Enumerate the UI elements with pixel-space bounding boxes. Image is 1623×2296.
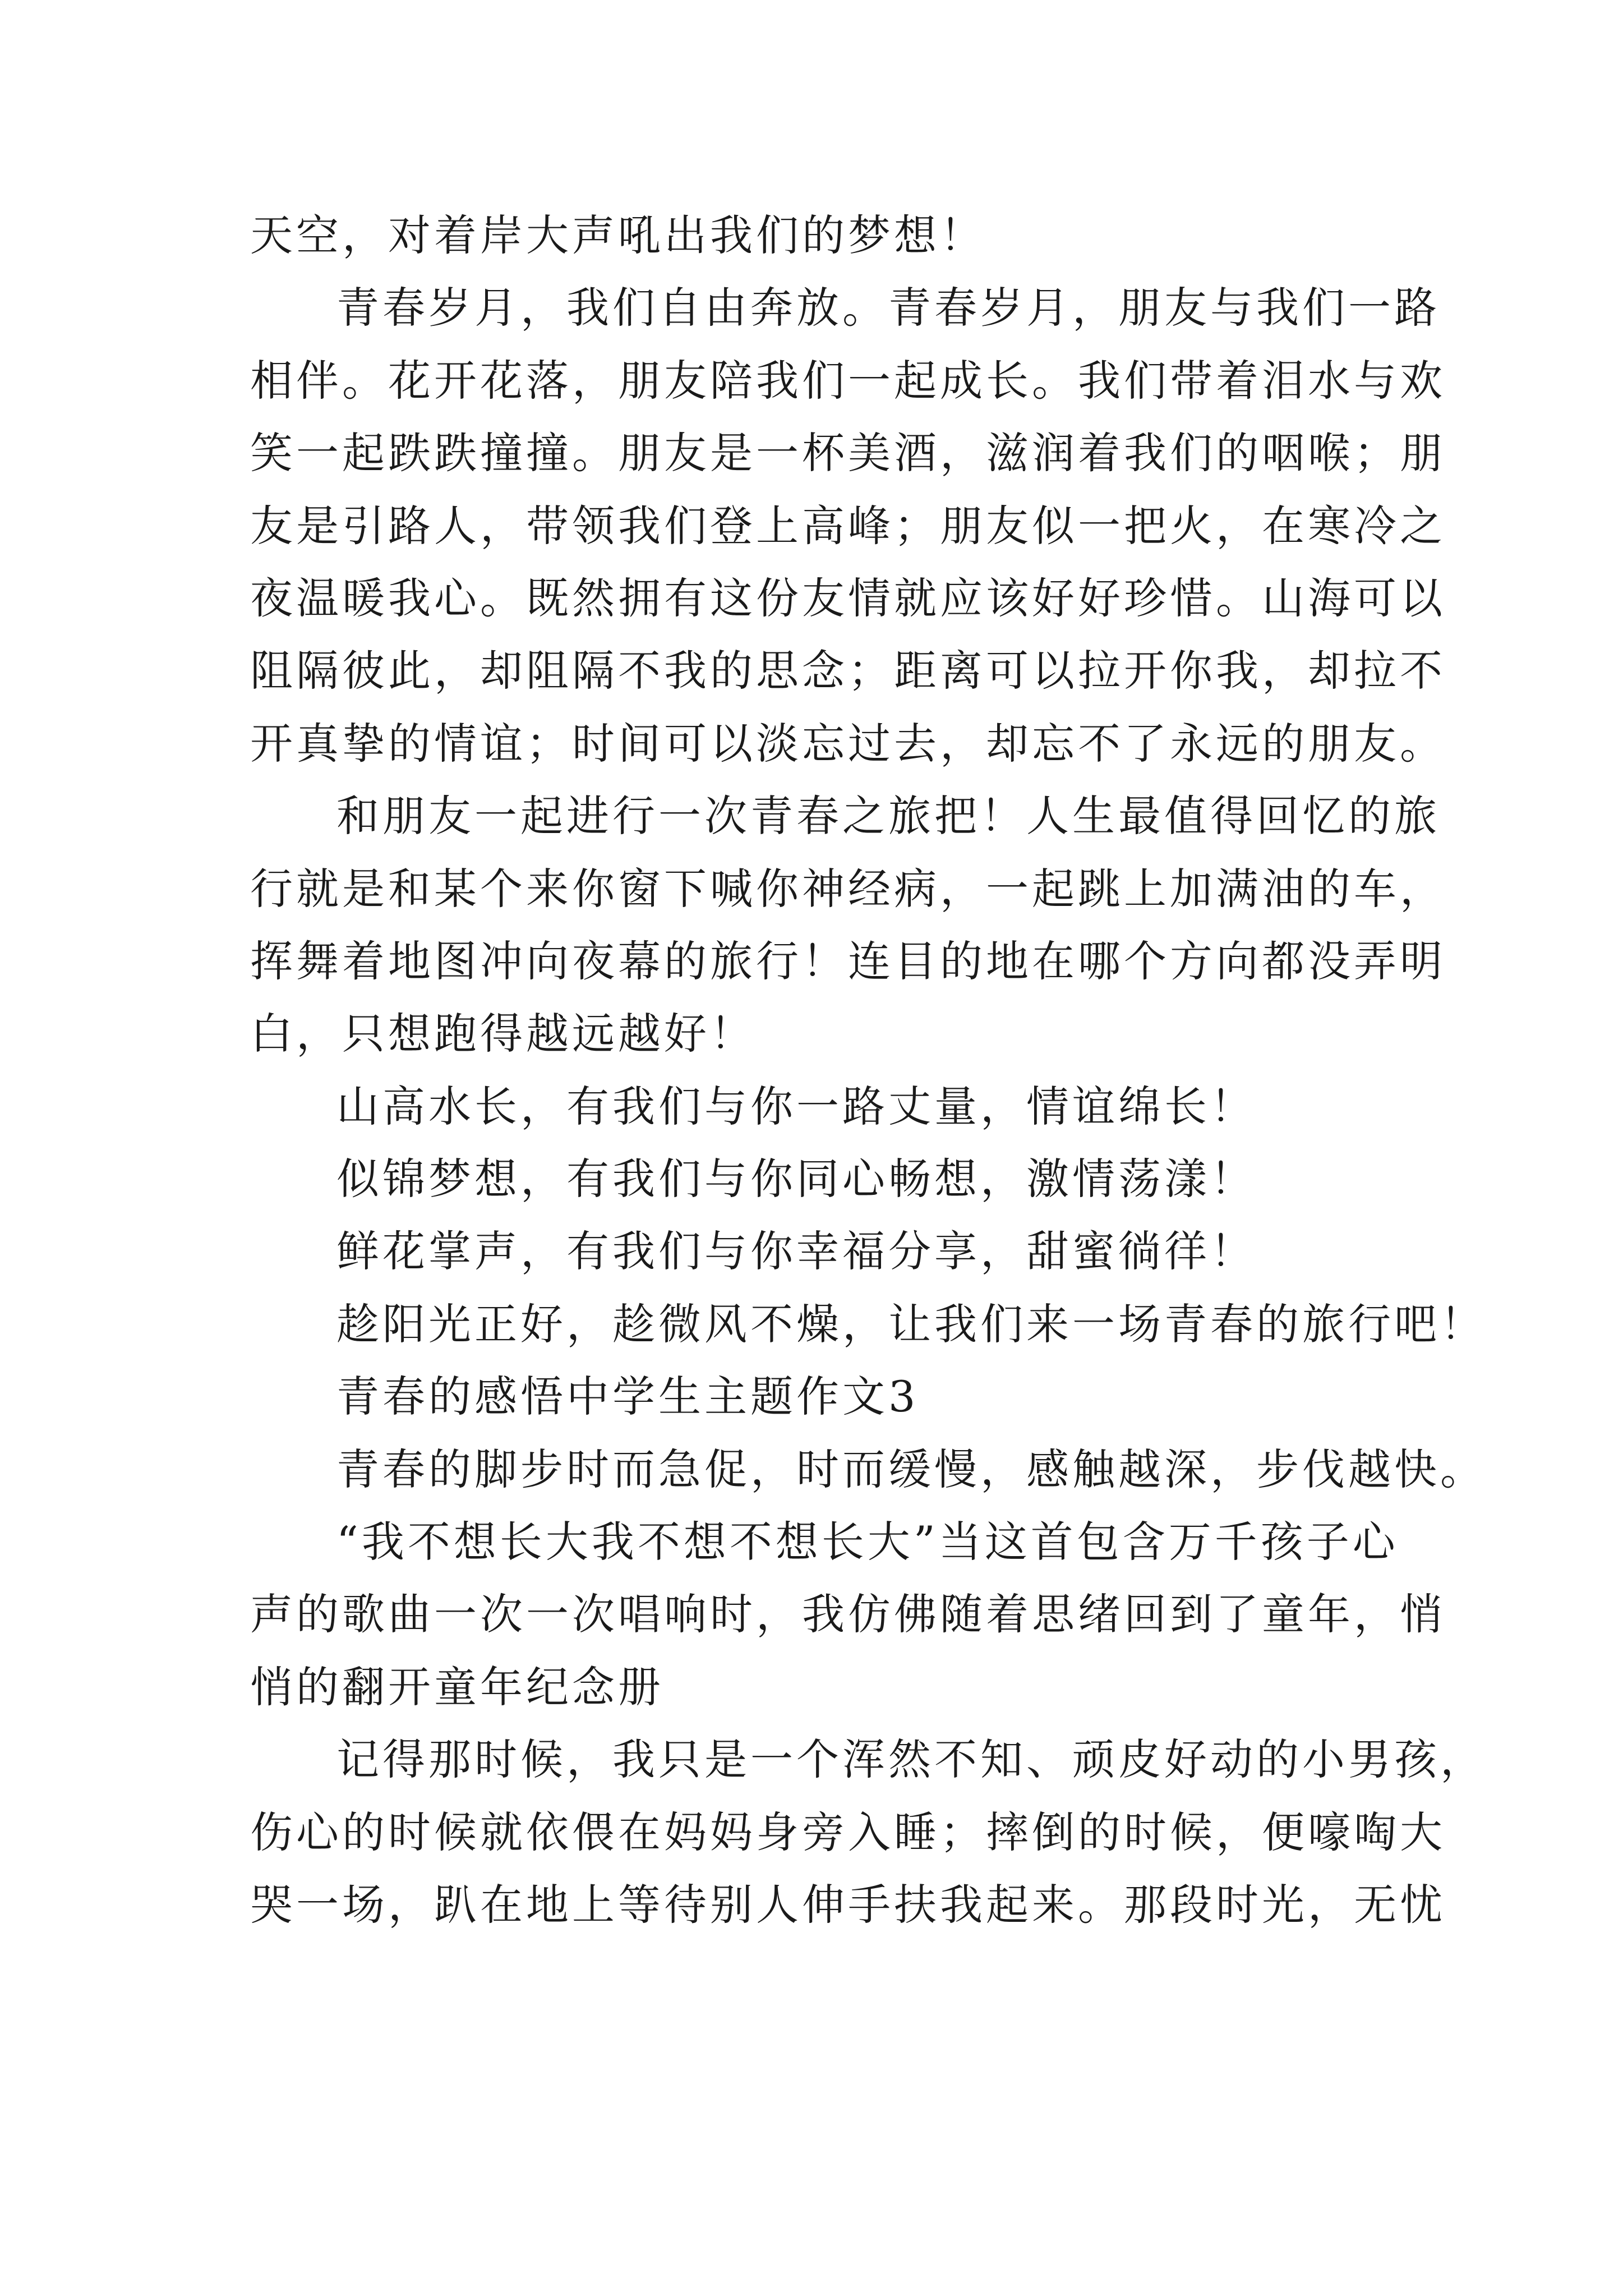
text-line: 天空，对着岸大声吼出我们的梦想！ — [250, 210, 986, 260]
text-line: 阻隔彼此，却阻隔不我的思念；距离可以拉开你我，却拉不 — [250, 646, 1446, 696]
text-line: 趁阳光正好，趁微风不燥，让我们来一场青春的旅行吧！ — [336, 1299, 1486, 1349]
text-line: 相伴。花开花落，朋友陪我们一起成长。我们带着泪水与欢 — [250, 355, 1446, 406]
text-line: 行就是和某个来你窗下喊你神经病，一起跳上加满油的车， — [250, 863, 1446, 914]
text-line: 鲜花掌声，有我们与你幸福分享，甜蜜徜徉！ — [336, 1226, 1256, 1277]
text-line: 哭一场，趴在地上等待别人伸手扶我起来。那段时光，无忧 — [250, 1879, 1446, 1930]
text-line: 白，只想跑得越远越好！ — [250, 1009, 756, 1059]
text-line: 青春的感悟中学生主题作文3 — [336, 1372, 919, 1422]
text-line: 笑一起跌跌撞撞。朋友是一杯美酒，滋润着我们的咽喉；朋 — [250, 428, 1446, 478]
text-line: 伤心的时候就依偎在妈妈身旁入睡；摔倒的时候，便嚎啕大 — [250, 1807, 1446, 1857]
text-line: 夜温暖我心。既然拥有这份友情就应该好好珍惜。山海可以 — [250, 573, 1446, 623]
text-line: 记得那时候，我只是一个浑然不知、顽皮好动的小男孩， — [336, 1734, 1486, 1785]
text-line: 山高水长，有我们与你一路丈量，情谊绵长！ — [336, 1081, 1256, 1131]
text-line: 声的歌曲一次一次唱响时，我仿佛随着思绪回到了童年，悄 — [250, 1589, 1446, 1640]
text-line: 友是引路人，带领我们登上高峰；朋友似一把火，在寒冷之 — [250, 500, 1446, 551]
essay-body — [250, 199, 1486, 1941]
text-line: 青春岁月，我们自由奔放。青春岁月，朋友与我们一路 — [336, 283, 1440, 333]
text-line: 似锦梦想，有我们与你同心畅想，激情荡漾！ — [336, 1154, 1256, 1204]
text-line: 开真挚的情谊；时间可以淡忘过去，却忘不了永远的朋友。 — [250, 718, 1446, 769]
text-line: 挥舞着地图冲向夜幕的旅行！连目的地在哪个方向都没弄明 — [250, 936, 1446, 986]
text-line: 青春的脚步时而急促，时而缓慢，感触越深，步伐越快。 — [336, 1444, 1486, 1494]
text-line: “我不想长大我不想不想长大”当这首包含万千孩子心 — [336, 1517, 1399, 1567]
text-line: 和朋友一起进行一次青春之旅把！人生最值得回忆的旅 — [336, 791, 1440, 841]
text-line: 悄的翻开童年纪念册 — [250, 1662, 664, 1712]
